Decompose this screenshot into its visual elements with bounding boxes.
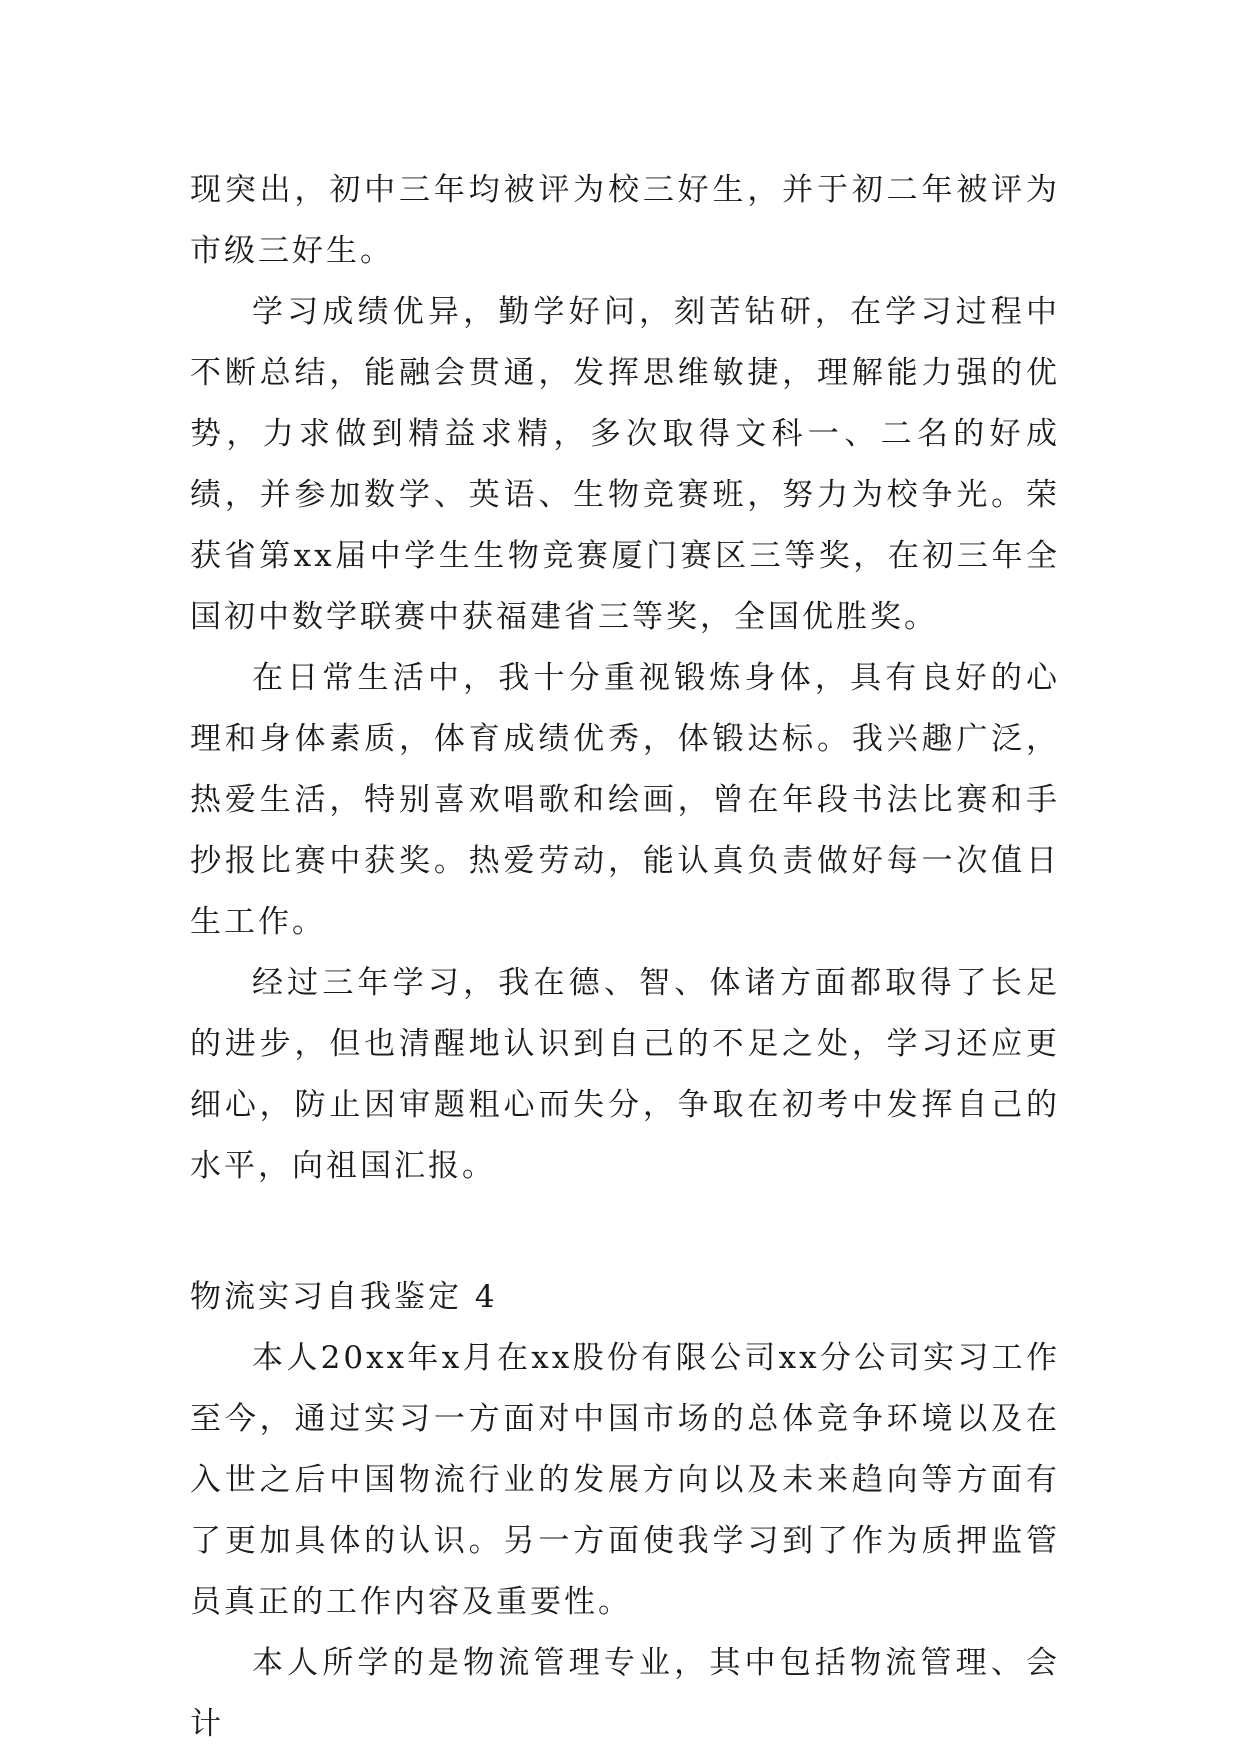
paragraph-summary: 经过三年学习，我在德、智、体诸方面都取得了长足的进步，但也清醒地认识到自己的不足之处，学习还应更细心，防止因审题粗心而失分，争取在初考中发挥自己的水平，向祖国汇报。 <box>190 965 1060 1184</box>
paragraph-daily-life: 在日常生活中，我十分重视锻炼身体，具有良好的心理和身体素质，体育成绩优秀，体锻达标。我兴趣广泛，热爱生活，特别喜欢唱歌和绘画，曾在年段书法比赛和手抄报比赛中获奖。热爱劳动，能认真负责做好每一次值日生工作。 <box>190 660 1060 940</box>
paragraph-study-performance: 学习成绩优异，勤学好问，刻苦钻研，在学习过程中不断总结，能融会贯通，发挥思维敏捷，理解能力强的优势，力求做到精益求精，多次取得文科一、二名的好成绩，并参加数学、英语、生物竞赛班，努力为校争光。荣获省第xx届中学生生物竞赛厦门赛区三等奖，在初三年全国初中数学联赛中获福建省三等奖，全国优胜奖。 <box>190 294 1060 635</box>
section-title: 物流实习自我鉴定 4 <box>190 1279 498 1315</box>
document-body <box>190 160 1060 1755</box>
paragraph-internship: 本人20xx年x月在xx股份有限公司xx分公司实习工作至今，通过实习一方面对中国市场的总体竞争环境以及在入世之后中国物流行业的发展方向以及未来趋向等方面有了更加具体的认识。另一方面使我学习到了作为质押监管员真正的工作内容及重要性。 <box>190 1340 1060 1620</box>
paragraph-major: 本人所学的是物流管理专业，其中包括物流管理、会计 <box>190 1645 1060 1742</box>
paragraph-continuation: 现突出，初中三年均被评为校三好生，并于初二年被评为市级三好生。 <box>190 172 1060 269</box>
